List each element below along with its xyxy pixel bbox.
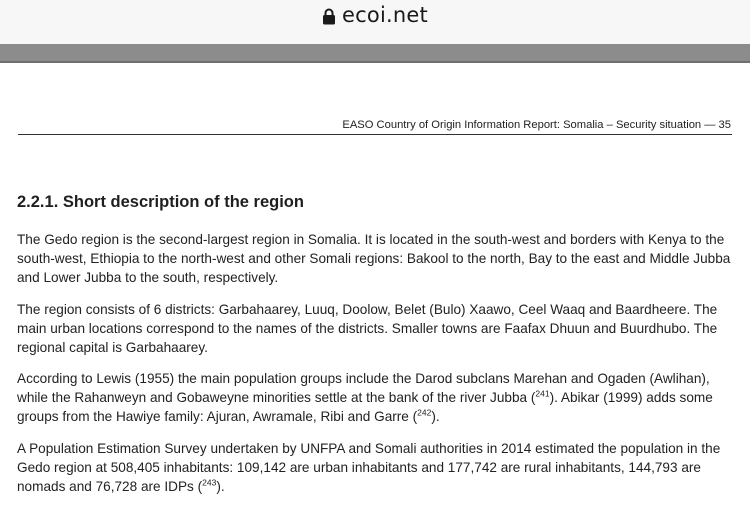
paragraph-districts: The region consists of 6 districts: Garbahaarey, Luuq, Doolow, Belet (Bulo) Xaawo, Ceel Waaq and Baardheere. The main urban locations correspond to the names of the districts. Smaller towns are Faafax Dhuun and Buurdhubo. The regional capital is Garbahaarey. (17, 302, 718, 355)
paragraph-text: ). Abikar (1999) adds some groups from the Hawiye family: Ajuran, Awramale, Ribi and Garre ( (17, 390, 713, 424)
paragraph-text: A Population Estimation Survey undertaken by UNFPA and Somali authorities in 2014 estimated the population in the Gedo region at 508,405 inhabitants: 109,142 are urban inhabitants and 177,742 are rural inhabitants, 144,793 are nomads and 76,728 are IDPs ( (17, 441, 721, 494)
paragraph-region-location: The Gedo region is the second-largest region in Somalia. It is located in the south-west and borders with Kenya to the south-west, Ethiopia to the north-west and other Somali regions: Bakool to the north, Bay to the east and Middle Jubba and Lower Jubba to the south, respectively. (17, 232, 731, 285)
viewer-toolbar-band (0, 44, 750, 63)
running-header: EASO Country of Origin Information Report: Somalia – Security situation — 35 (18, 118, 732, 135)
footnote-ref[interactable]: 243 (202, 477, 217, 488)
paragraph-text: ). (216, 479, 225, 494)
section-title: 2.2.1. Short description of the region (17, 193, 304, 211)
paragraph-text: According to Lewis (1955) the main population groups include the Darod subclans Marehan and Ogaden (Awlihan), while the Rahanweyn and Gobaweyne minorities settle at the bank of the river Jubba ( (17, 371, 710, 405)
footnote-ref[interactable]: 242 (417, 407, 432, 418)
lock-icon (322, 8, 336, 25)
url-text[interactable]: ecoi.net (342, 3, 428, 27)
address-bar[interactable] (0, 0, 750, 44)
paragraph-population-estimate (17, 439, 733, 496)
document-page (0, 63, 750, 517)
paragraph-population-groups (17, 369, 733, 426)
paragraph-text: ). (431, 409, 440, 424)
url-display[interactable] (322, 1, 428, 29)
footnote-ref[interactable]: 241 (535, 388, 550, 399)
